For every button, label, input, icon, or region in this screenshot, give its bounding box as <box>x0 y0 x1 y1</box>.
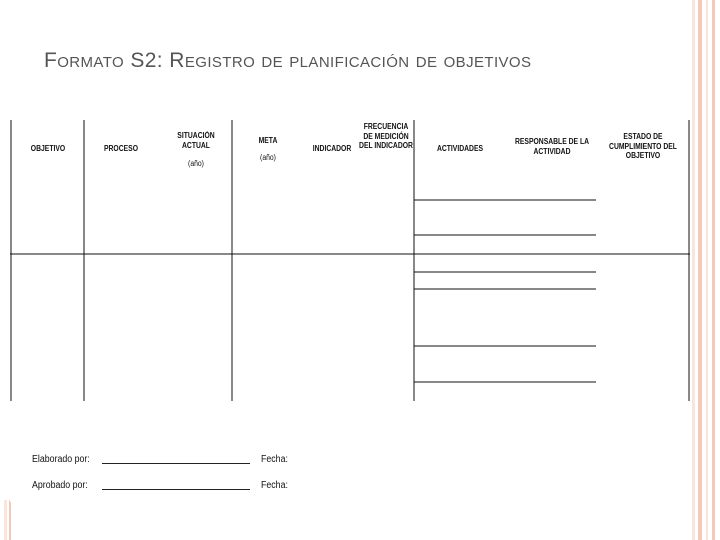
header-estado: ESTADO DE CUMPLIMIENTO DEL OBJETIVO <box>609 132 677 160</box>
header-meta-sub: (año) <box>260 153 276 162</box>
header-meta: META <box>258 136 278 145</box>
elaborado-label: Elaborado por: <box>32 454 90 465</box>
header-objetivo: OBJETIVO <box>30 144 66 153</box>
header-indicador: INDICADOR <box>312 144 352 153</box>
slide-title: Formato S2: Registro de planificación de objetivos <box>44 49 532 72</box>
header-actividades: ACTIVIDADES <box>436 144 484 153</box>
header-responsable: RESPONSABLE DE LA ACTIVIDAD <box>514 137 590 156</box>
form-grid <box>10 117 690 502</box>
header-frecuencia: FRECUENCIA DE MEDICIÓN DEL INDICADOR <box>359 122 413 150</box>
slide-decoration-right <box>690 0 720 540</box>
aprobado-signature-line[interactable] <box>102 489 250 490</box>
planning-form <box>10 117 690 502</box>
slide-decoration-left <box>0 500 14 540</box>
elaborado-signature-line[interactable] <box>102 463 250 464</box>
header-situacion-actual: SITUACIÓN ACTUAL <box>177 131 215 150</box>
header-proceso: PROCESO <box>103 144 138 153</box>
header-situacion-sub: (año) <box>188 159 204 168</box>
aprobado-label: Aprobado por: <box>32 480 88 491</box>
aprobado-fecha-label: Fecha: <box>261 480 288 491</box>
elaborado-fecha-label: Fecha: <box>261 454 288 465</box>
